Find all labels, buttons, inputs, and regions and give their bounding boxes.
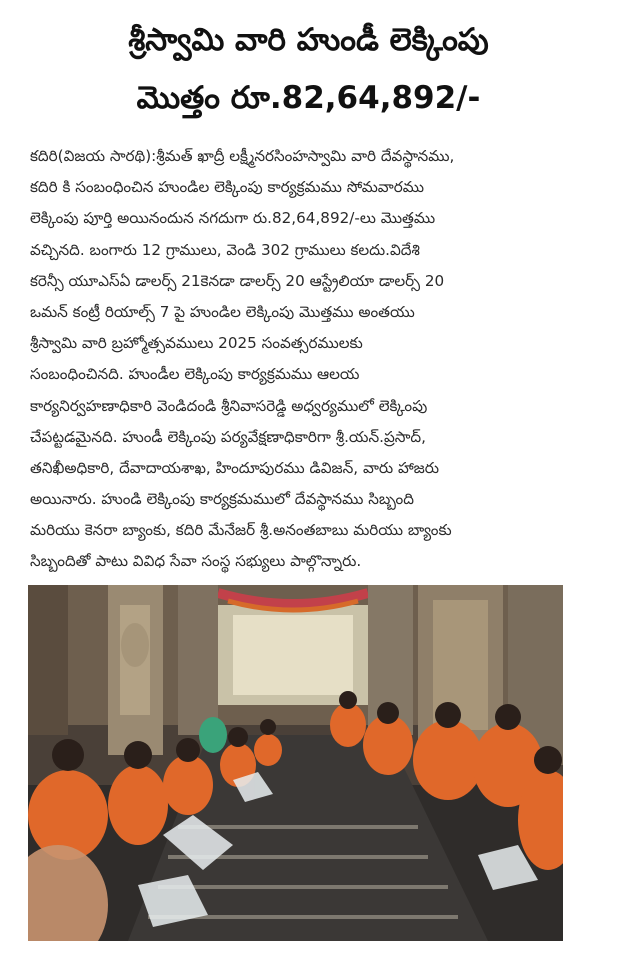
article-line: వచ్చినది. బంగారు 12 గ్రాములు, వెండి 302 గ్రాములు కలదు.విదేశి [30, 240, 420, 259]
article-line: కార్యనిర్వహణాధికారి వెండిదండి శ్రీనివాసరెడ్డి అధ్వర్యములో లెక్కింపు [30, 396, 428, 415]
article-line: అయినారు. హుండి లెక్కింపు కార్యక్రమములో దేవస్థానము సిబ్బంది [30, 490, 414, 509]
temple-counting-photo [28, 585, 563, 941]
article-line: కరెన్సీ యూఎస్ఏ డాలర్స్ 21కెనడా డాలర్స్ 20 ఆస్ట్రేలియా డాలర్స్ 20 [30, 271, 445, 290]
article-line: లెక్కింపు పూర్తి అయినందున నగదుగా రు.82,64,892/-లు మొత్తము [30, 209, 436, 228]
cropped-previous-line [30, 0, 550, 8]
article-line: సంబంధించినది. హుండీల లెక్కింపు కార్యక్రమము ఆలయ [30, 365, 360, 384]
article-line: ఒమన్ కంట్రీ రియాల్స్ 7 పై హుండిల లెక్కింపు మొత్తము అంతయు [30, 302, 415, 321]
article-line: తనిఖీఅధికారి, దేవాదాయశాఖ, హిందూపురము డివిజన్, వారు హాజరు [30, 458, 440, 477]
photo-illustration [28, 585, 563, 941]
article-line: సిబ్బందితో పాటు వివిధ సేవా సంస్థ సభ్యులు పాల్గొన్నారు. [30, 552, 362, 571]
article-line: కదిరి(విజయ సారథి):శ్రీమత్ ఖాద్రీ లక్ష్మీనరసింహస్వామి వారి దేవస్థానము, [30, 147, 455, 165]
article-line: మరియు కెనరా బ్యాంకు, కదిరి మేనేజర్ శ్రీ.అనంతబాబు మరియు బ్యాంకు [30, 521, 452, 540]
article-body [30, 141, 562, 578]
article-line: చేపట్టడమైనది. హుండీ లెక్కింపు పర్యవేక్షణాధికారిగా శ్రీ.యన్.ప్రసాద్, [30, 427, 426, 446]
article-line: కదిరి కి సంబంధించిన హుండిల లెక్కింపు కార్యక్రమము సోమవారము [30, 178, 425, 197]
article-line: శ్రీస్వామి వారి బ్రహ్మోత్సవములు 2025 సంవత్సరములకు [30, 334, 363, 353]
headline-amount: మొత్తం రూ.82,64,892/- [136, 80, 481, 116]
headline-title: శ్రీస్వామి వారి హుండీ లెక్కింపు [128, 22, 489, 58]
